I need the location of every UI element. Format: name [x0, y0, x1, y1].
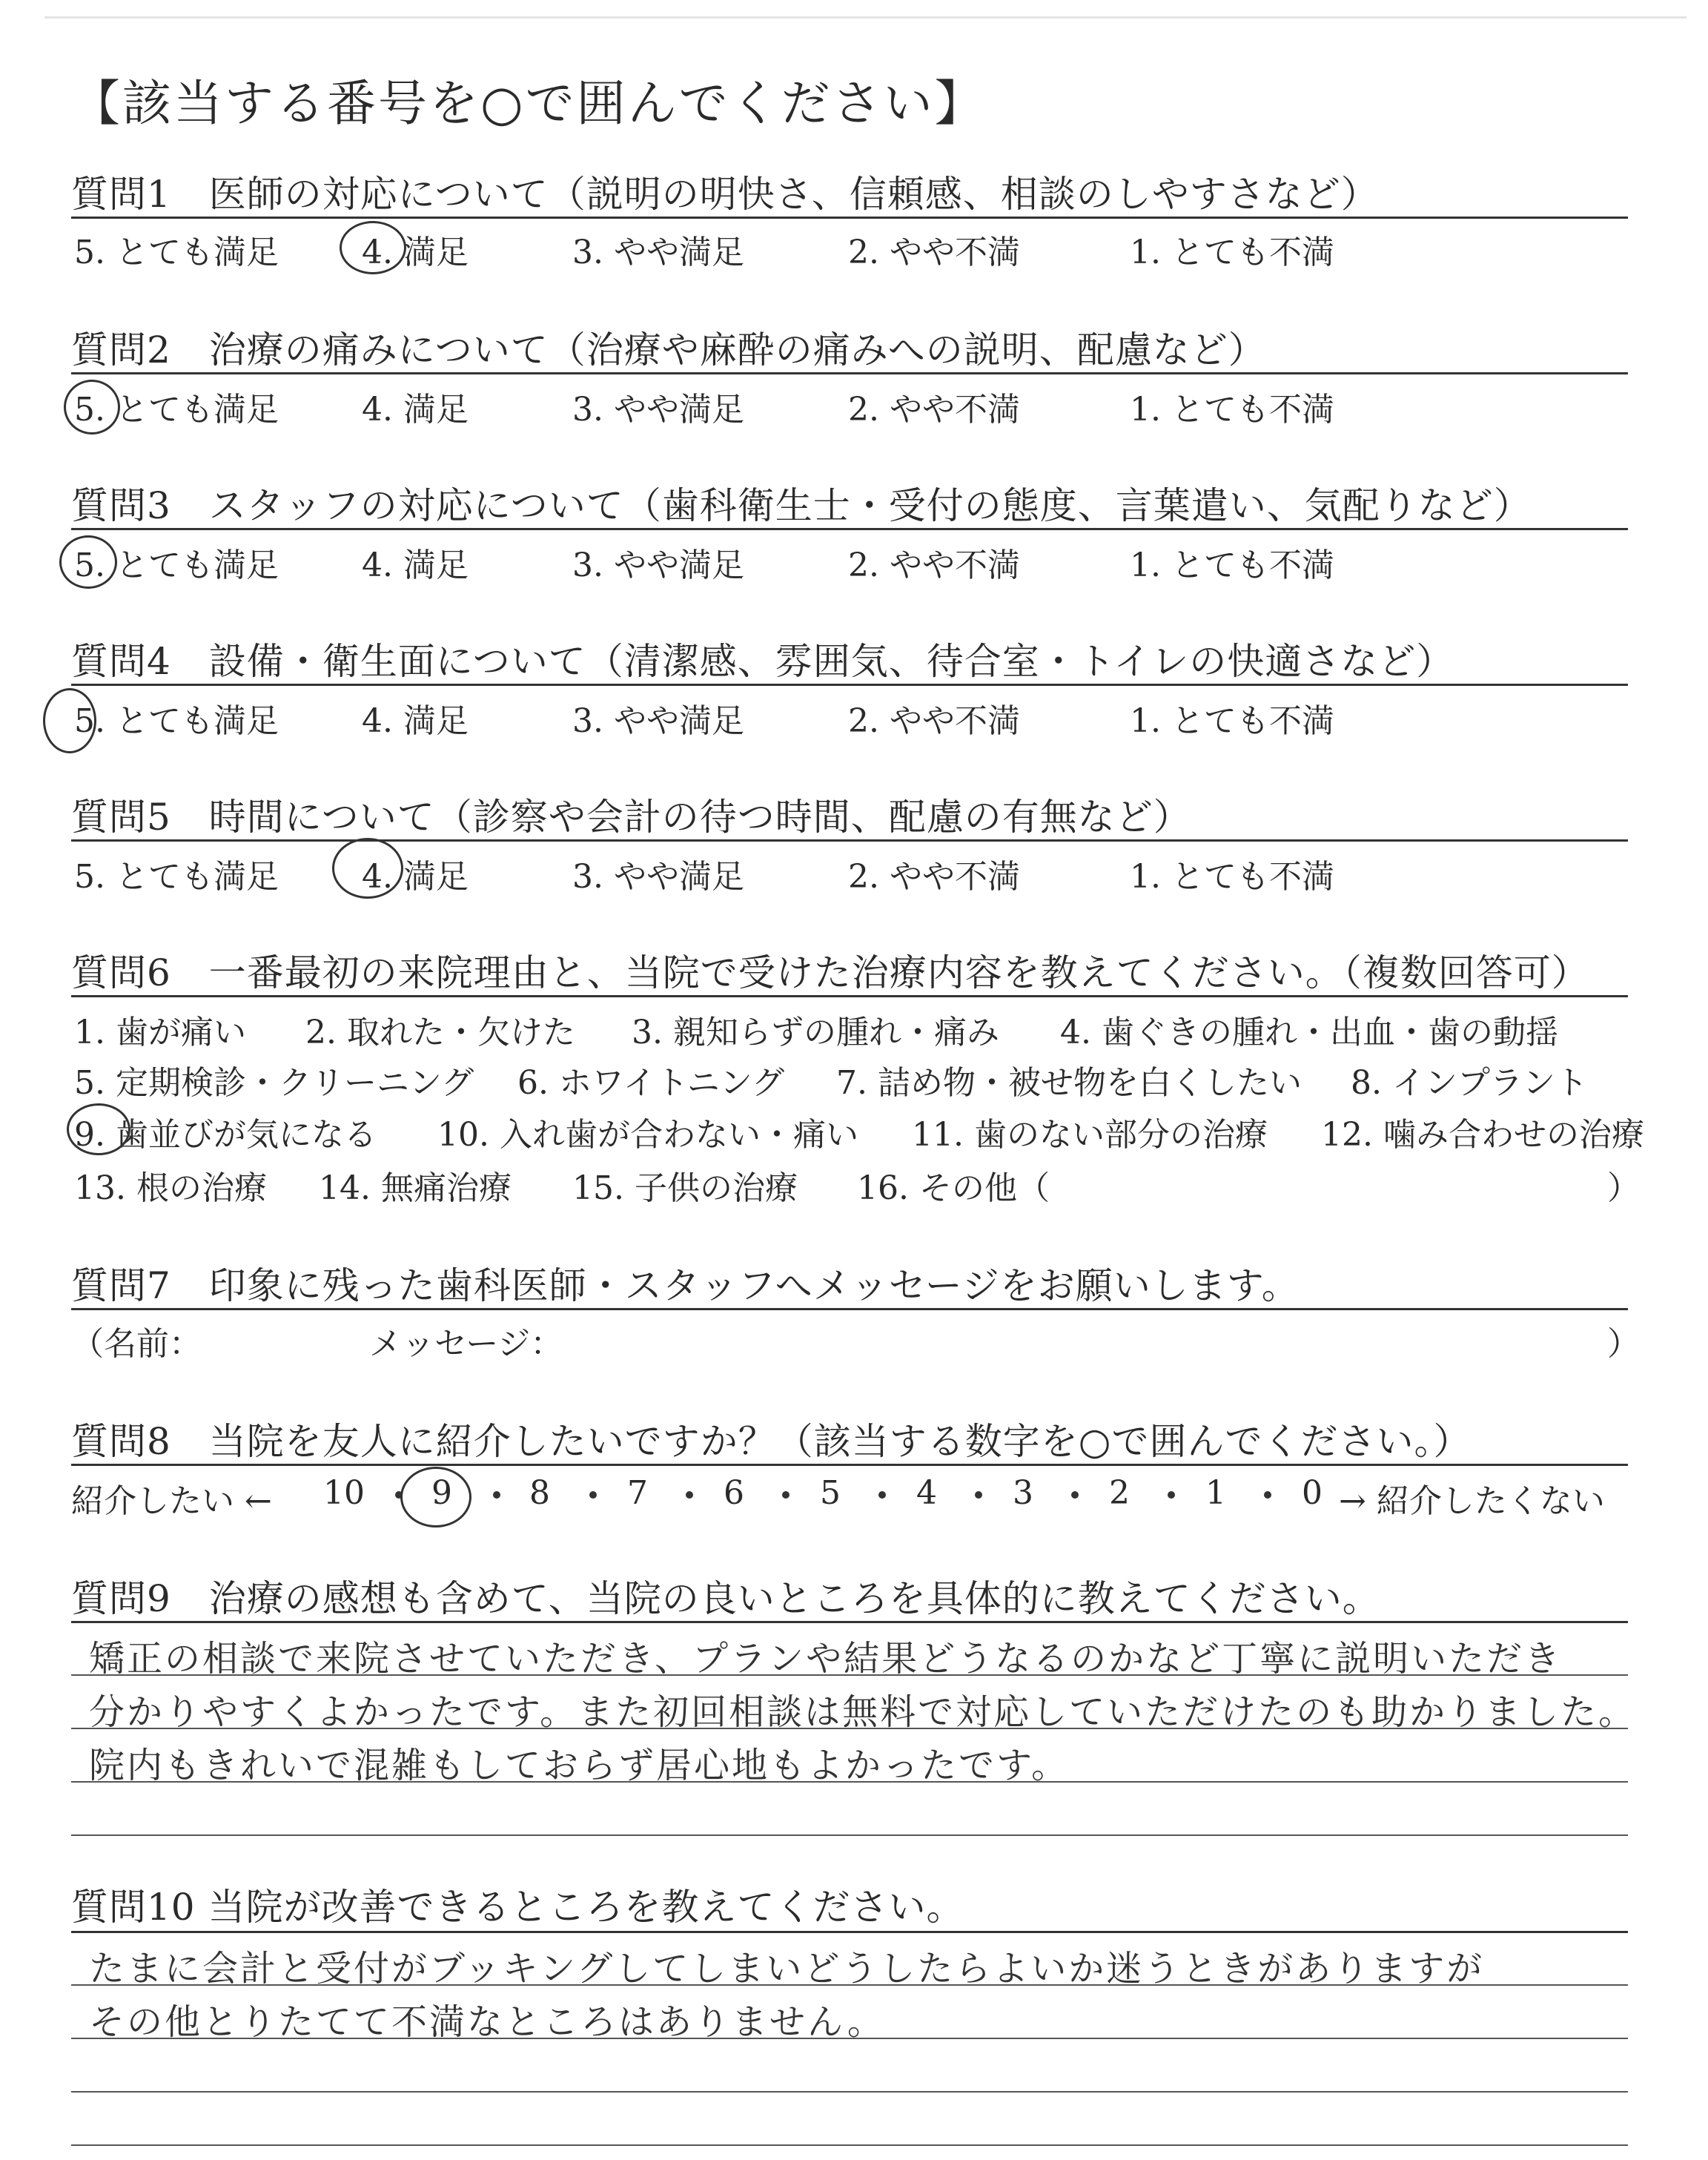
- q6-row-3: [71, 1108, 1644, 1154]
- q8-right-label: → 紹介したくない: [1339, 1482, 1605, 1520]
- q8-rule: [71, 1464, 1628, 1466]
- q2-rule: [71, 372, 1628, 374]
- q3-option-5[interactable]: 5. とても満足: [74, 546, 279, 584]
- q7-name-label: （名前：: [71, 1325, 202, 1363]
- q2-title: 質問2 治療の痛みについて（治療や麻酔の痛みへの説明、配慮など）: [71, 328, 1266, 371]
- q4-option-2[interactable]: 2. やや不満: [848, 702, 1020, 740]
- q8-score-1[interactable]: 1: [1205, 1474, 1226, 1512]
- q8-selection-circle: [400, 1467, 471, 1527]
- q4-selection-circle: [43, 688, 96, 753]
- q1-selection-circle: [340, 221, 406, 274]
- q6-option-2[interactable]: 2. 取れた・欠けた: [305, 1014, 575, 1051]
- q3-option-2[interactable]: 2. やや不満: [848, 546, 1020, 584]
- q4-rule: [71, 684, 1628, 686]
- q10-answer-line-2: その他とりたてて不満なところはありません。: [89, 2001, 885, 2043]
- q3-option-3[interactable]: 3. やや満足: [572, 546, 744, 584]
- q8-title: 質問8 当院を友人に紹介したいですか？（該当する数字を○で囲んでください。）: [71, 1420, 1472, 1463]
- q10-rule-title: [71, 1931, 1628, 1933]
- q10-answer-line-1: たまに会計と受付がブッキングしてしまいどうしたらよいか迷うときがありますが: [89, 1948, 1485, 1989]
- q5-selection-circle: [332, 838, 403, 899]
- q8-dot-svg: [71, 1474, 1406, 1519]
- q3-option-1[interactable]: 1. とても不満: [1130, 546, 1334, 584]
- q5-option-4[interactable]: 4. 満足: [362, 858, 469, 896]
- q6-row-2: [71, 1056, 1635, 1100]
- q4-options: [71, 694, 1635, 739]
- q5-rule: [71, 839, 1628, 842]
- q1-option-5[interactable]: 5. とても満足: [74, 234, 279, 271]
- q7-fields: [71, 1317, 1640, 1363]
- q2-option-2[interactable]: 2. やや不満: [848, 391, 1020, 429]
- q6-option-15[interactable]: 15. 子供の治療: [572, 1169, 798, 1207]
- q1-option-4[interactable]: 4. 満足: [362, 234, 469, 271]
- q5-title: 質問5 時間について（診察や会計の待つ時間、配慮の有無など）: [71, 796, 1191, 839]
- q6-option-8[interactable]: 8. インプラント: [1351, 1064, 1588, 1102]
- q8-left-label: 紹介したい ←: [71, 1482, 272, 1520]
- q9-rule-title: [71, 1621, 1628, 1623]
- q5-option-1[interactable]: 1. とても不満: [1130, 858, 1334, 896]
- q9-answer-line-2: 分かりやすくよかったです。また初回相談は無料で対応していただけたのも助かりました。: [89, 1691, 1637, 1733]
- q1-option-1[interactable]: 1. とても不満: [1130, 234, 1334, 271]
- q10-rule-4: [71, 2144, 1628, 2146]
- q3-options: [71, 538, 1635, 583]
- q7-title: 質問7 印象に残った歯科医師・スタッフへメッセージをお願いします。: [71, 1264, 1300, 1307]
- q9-answer-line-3: 院内もきれいで混雑もしておらず居心地もよかったです。: [89, 1745, 1070, 1786]
- q3-selection-circle: [59, 535, 117, 589]
- q6-rule: [71, 995, 1628, 997]
- q1-rule: [71, 217, 1628, 219]
- q5-option-5[interactable]: 5. とても満足: [74, 858, 279, 896]
- q3-title: 質問3 スタッフの対応について（歯科衛生士・受付の態度、言葉遣い、気配りなど）: [71, 484, 1532, 527]
- q1-option-3[interactable]: 3. やや満足: [572, 234, 744, 271]
- q6-other-close-paren: ）: [1607, 1169, 1640, 1207]
- q6-option-4[interactable]: 4. 歯ぐきの腫れ・出血・歯の動揺: [1060, 1014, 1558, 1051]
- q10-title: 質問10 当院が改善できるところを教えてください。: [71, 1886, 964, 1929]
- q8-score-7[interactable]: 7: [627, 1474, 648, 1512]
- q6-option-10[interactable]: 10. 入れ歯が合わない・痛い: [437, 1116, 858, 1154]
- q8-score-8[interactable]: 8: [529, 1474, 550, 1512]
- q4-title: 質問4 設備・衛生面について（清潔感、雰囲気、待合室・トイレの快適さなど）: [71, 640, 1454, 683]
- q8-score-4[interactable]: 4: [916, 1474, 937, 1512]
- q6-option-14[interactable]: 14. 無痛治療: [319, 1169, 512, 1207]
- q8-score-0[interactable]: 0: [1302, 1474, 1323, 1512]
- q2-option-1[interactable]: 1. とても不満: [1130, 391, 1334, 429]
- q6-option-1[interactable]: 1. 歯が痛い: [74, 1014, 246, 1051]
- q2-option-4[interactable]: 4. 満足: [362, 391, 469, 429]
- q6-selection-circle: [67, 1103, 130, 1155]
- q4-option-3[interactable]: 3. やや満足: [572, 702, 744, 740]
- form-header: 【該当する番号を○で囲んでください】: [71, 75, 986, 132]
- q9-rule-4: [71, 1834, 1628, 1836]
- q2-option-3[interactable]: 3. やや満足: [572, 391, 744, 429]
- q4-option-4[interactable]: 4. 満足: [362, 702, 469, 740]
- q6-option-5[interactable]: 5. 定期検診・クリーニング: [74, 1064, 474, 1102]
- q6-option-7[interactable]: 7. 詰め物・被せ物を白くしたい: [836, 1064, 1302, 1102]
- q3-rule: [71, 528, 1628, 530]
- q5-option-3[interactable]: 3. やや満足: [572, 858, 744, 896]
- q8-score-6[interactable]: 6: [724, 1474, 744, 1512]
- q2-options: [71, 383, 1635, 427]
- q2-selection-circle: [64, 380, 120, 435]
- q1-title: 質問1 医師の対応について（説明の明快さ、信頼感、相談のしやすさなど）: [71, 173, 1379, 216]
- q5-option-2[interactable]: 2. やや不満: [848, 858, 1020, 896]
- q8-score-3[interactable]: 3: [1013, 1474, 1033, 1512]
- top-border: [44, 16, 1687, 19]
- q6-option-13[interactable]: 13. 根の治療: [74, 1169, 267, 1207]
- q3-option-4[interactable]: 4. 満足: [362, 546, 469, 584]
- q2-option-5[interactable]: 5. とても満足: [74, 391, 279, 429]
- q1-options: [71, 225, 1635, 270]
- q4-option-1[interactable]: 1. とても不満: [1130, 702, 1334, 740]
- q6-option-6[interactable]: 6. ホワイトニング: [517, 1064, 785, 1102]
- q5-options: [71, 850, 1635, 894]
- q9-answer-line-1: 矯正の相談で来院させていただき、プランや結果どうなるのかなど丁寧に説明いただき: [89, 1638, 1563, 1680]
- q6-option-9[interactable]: 9. 歯並びが気になる: [74, 1116, 377, 1154]
- q8-score-5[interactable]: 5: [820, 1474, 841, 1512]
- q8-score-2[interactable]: 2: [1109, 1474, 1130, 1512]
- q6-option-12[interactable]: 12. 噛み合わせの治療: [1321, 1116, 1644, 1154]
- q7-message-label: メッセージ：: [369, 1325, 563, 1363]
- q6-option-11[interactable]: 11. 歯のない部分の治療: [912, 1116, 1268, 1154]
- q6-title: 質問6 一番最初の来院理由と、当院で受けた治療内容を教えてください。（複数回答可）: [71, 951, 1589, 994]
- q8-score-10[interactable]: 10: [323, 1474, 365, 1512]
- q10-rule-3: [71, 2091, 1628, 2093]
- q6-option-16[interactable]: 16. その他（: [857, 1169, 1050, 1207]
- q6-row-4: [71, 1161, 1640, 1207]
- q7-rule: [71, 1308, 1628, 1310]
- q4-option-5[interactable]: 5. とても満足: [74, 702, 279, 740]
- q8-score-9[interactable]: 9: [431, 1474, 452, 1512]
- q9-title: 質問9 治療の感想も含めて、当院の良いところを具体的に教えてください。: [71, 1577, 1380, 1620]
- q6-row-1: [71, 1005, 1635, 1050]
- q6-option-3[interactable]: 3. 親知らずの腫れ・痛み: [632, 1014, 999, 1051]
- q1-option-2[interactable]: 2. やや不満: [848, 234, 1020, 271]
- q7-close-paren: ）: [1607, 1325, 1640, 1363]
